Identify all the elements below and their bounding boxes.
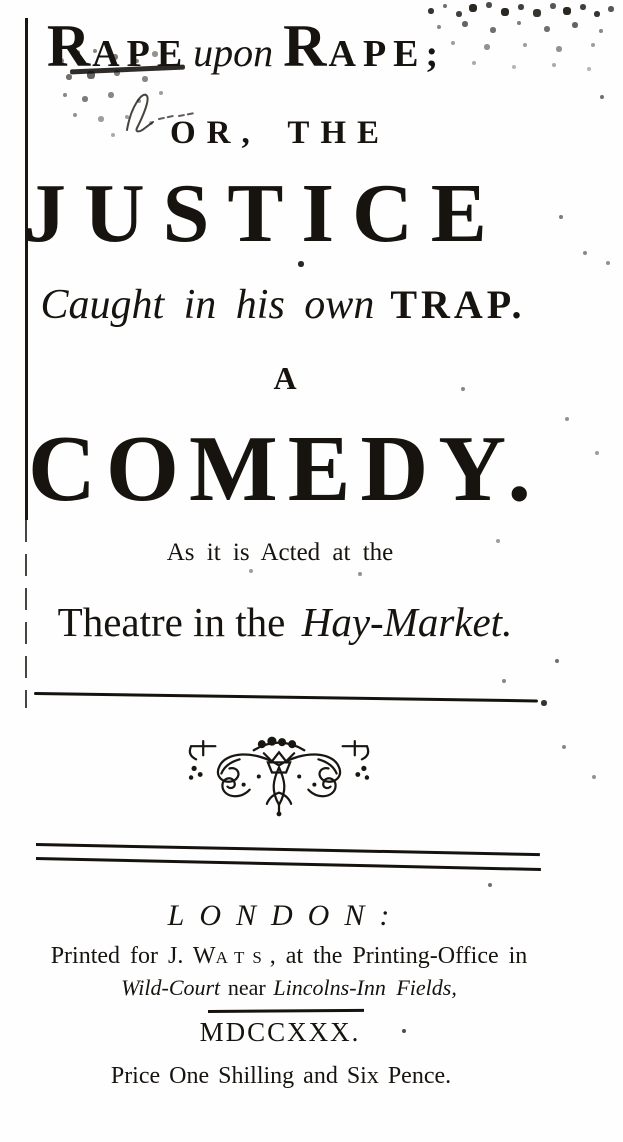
year-rule xyxy=(208,1009,364,1013)
comedy-title: COMEDY. xyxy=(28,417,542,521)
imprint-line-1 xyxy=(0,944,578,968)
title-word1-caps: APE xyxy=(92,33,190,75)
title-word1-initial: R xyxy=(46,13,91,79)
title-word2-caps: APE; xyxy=(328,33,446,75)
imprint-city: LONDON: xyxy=(167,899,405,932)
horizontal-rule-single xyxy=(34,692,538,703)
trap-caps-text: TRAP. xyxy=(390,282,526,327)
horizontal-rule-double-top xyxy=(36,843,540,856)
or-the-line: OR, THE xyxy=(169,115,391,151)
imprint-publisher-caps: ATS xyxy=(215,948,270,967)
imprint-year: MDCCXXX. xyxy=(199,1017,361,1047)
article-a: A xyxy=(273,360,297,396)
theatre-line xyxy=(0,599,570,645)
ink-speckle-cluster-top-right xyxy=(428,4,430,6)
imprint-address-italic-2: Lincolns-Inn Fields, xyxy=(273,975,457,1000)
title-line xyxy=(40,13,452,79)
theatre-roman-text: Theatre in the xyxy=(57,599,286,645)
printers-ornament xyxy=(183,731,375,819)
title-connector: upon xyxy=(193,30,274,75)
justice-title: JUSTICE xyxy=(24,167,505,260)
imprint-address-italic-1: Wild-Court xyxy=(121,975,221,1000)
title-word2-initial: R xyxy=(283,13,327,79)
scattered-ink-specks xyxy=(0,0,2,2)
imprint-printed-prefix: Printed for J. W xyxy=(50,943,216,969)
caught-line xyxy=(0,284,566,326)
imprint-printed-suffix: , at the Printing-Office in xyxy=(269,943,528,969)
theatre-italic-text: Hay-Market. xyxy=(301,599,513,645)
horizontal-rule-double-bottom xyxy=(36,857,541,871)
price-line: Price One Shilling and Six Pence. xyxy=(110,1063,452,1089)
imprint-address-roman: near xyxy=(227,975,266,1000)
caught-italic-text: Caught in his own xyxy=(40,282,375,328)
acted-line: As it is Acted at the xyxy=(166,539,394,566)
imprint-line-2 xyxy=(0,977,578,999)
